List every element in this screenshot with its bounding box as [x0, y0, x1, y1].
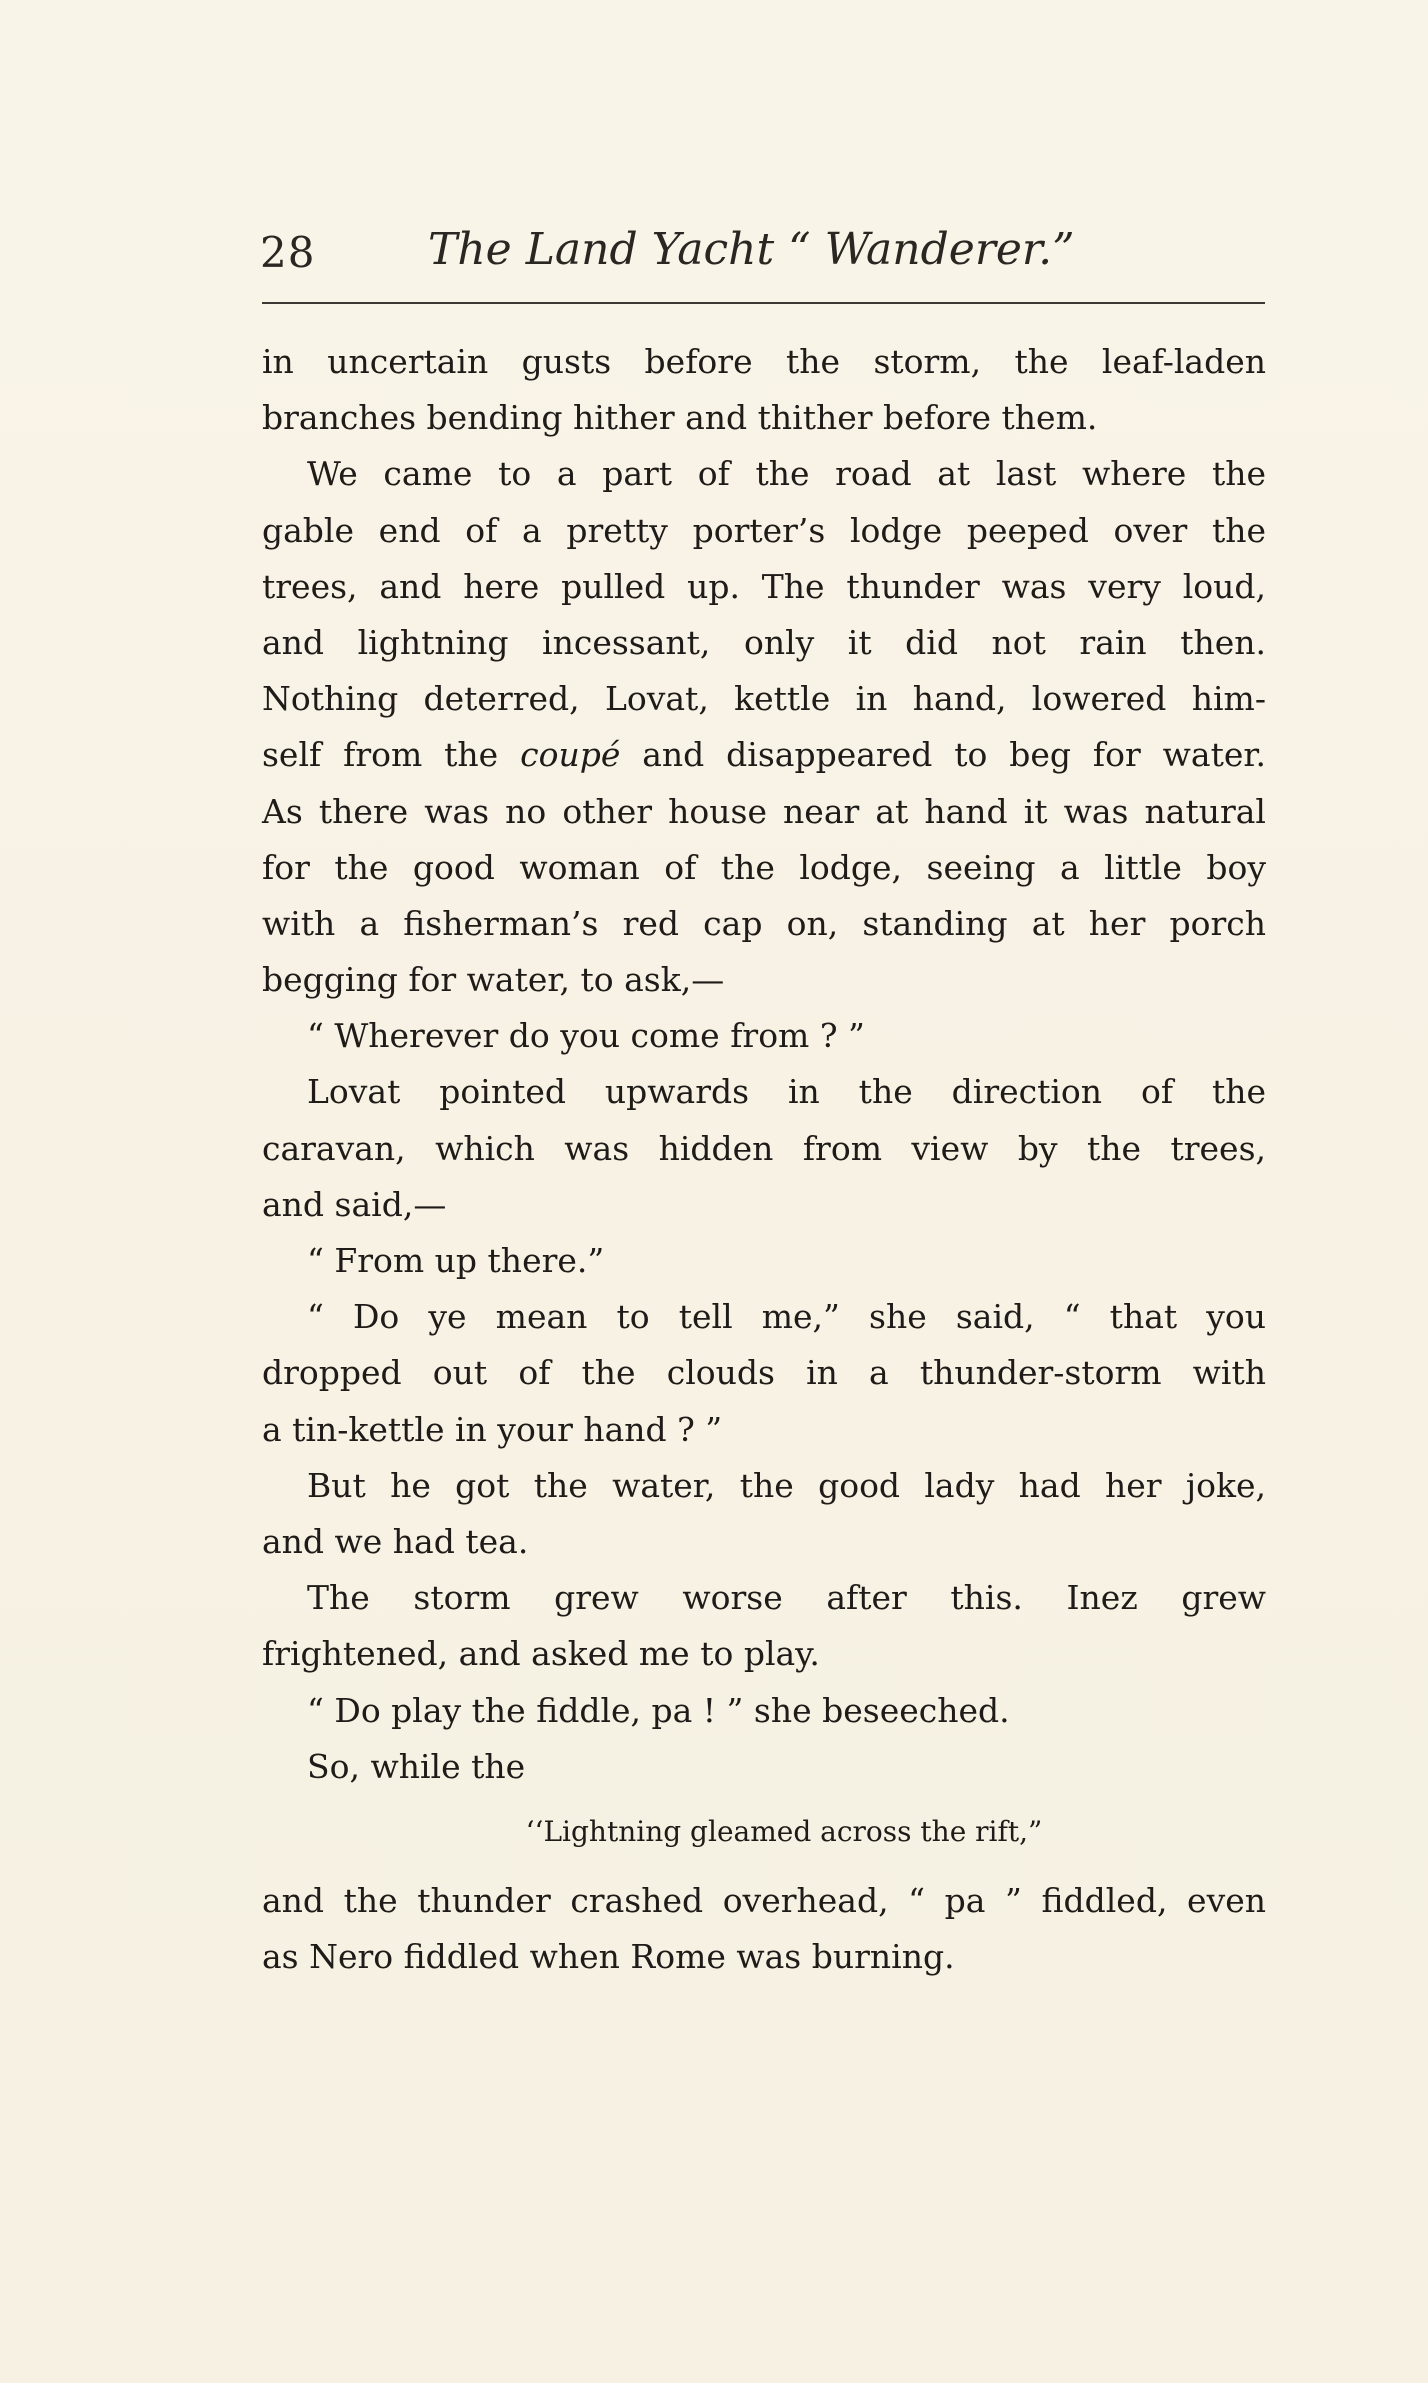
- text-line: As there was no other house near at hand it was natural: [262, 791, 1266, 831]
- text-segment: and disappeared to beg for water.: [642, 735, 1266, 775]
- text-line: and the thunder crashed overhead, “ pa ” fiddled, even: [262, 1880, 1266, 1920]
- text-line: dropped out of the clouds in a thunder-storm with: [262, 1353, 1266, 1393]
- text-line: a tin-kettle in your hand ? ”: [262, 1409, 723, 1449]
- text-line: gable end of a pretty porter’s lodge peeped over the: [262, 510, 1266, 550]
- text-line: So, while the: [307, 1746, 526, 1786]
- text-line: caravan, which was hidden from view by the trees,: [262, 1128, 1266, 1168]
- text-line: with a fisherman’s red cap on, standing at her porch: [262, 903, 1266, 943]
- dialogue-line: “ Do play the fiddle, pa ! ” she beseeched.: [307, 1690, 1010, 1730]
- text-line: Lovat pointed upwards in the direction of the: [307, 1072, 1266, 1112]
- verse-quotation: ‘‘Lightning gleamed across the rift,”: [525, 1814, 1043, 1848]
- text-line: frightened, and asked me to play.: [262, 1634, 820, 1674]
- text-line: The storm grew worse after this. Inez grew: [307, 1578, 1266, 1618]
- text-line: But he got the water, the good lady had her joke,: [307, 1465, 1266, 1505]
- dialogue-line: “ Do ye mean to tell me,” she said, “ that you: [307, 1297, 1266, 1337]
- text-line: and said,—: [262, 1184, 447, 1224]
- text-line: branches bending hither and thither before them.: [262, 398, 1098, 438]
- text-line: in uncertain gusts before the storm, the leaf-laden: [262, 342, 1266, 381]
- text-line: and we had tea.: [262, 1521, 529, 1561]
- body-text: [262, 334, 1266, 1985]
- header-rule: [262, 302, 1265, 304]
- text-line: Nothing deterred, Lovat, kettle in hand, lowered him-: [262, 679, 1266, 719]
- page-header: [260, 222, 1265, 292]
- text-line: trees, and here pulled up. The thunder was very loud,: [262, 566, 1266, 606]
- text-line: as Nero fiddled when Rome was burning.: [262, 1937, 955, 1977]
- text-segment: self from the: [262, 735, 499, 775]
- dialogue-line: “ Wherever do you come from ? ”: [307, 1016, 865, 1056]
- italic-word: coupé: [520, 735, 621, 775]
- running-title: The Land Yacht “ Wanderer.”: [428, 224, 1075, 275]
- text-line: begging for water, to ask,—: [262, 960, 725, 1000]
- text-line: for the good woman of the lodge, seeing a little boy: [262, 847, 1266, 887]
- text-line: We came to a part of the road at last where the: [307, 454, 1266, 494]
- page-number: 28: [260, 228, 316, 277]
- dialogue-line: “ From up there.”: [307, 1241, 605, 1280]
- text-line: and lightning incessant, only it did not rain then.: [262, 622, 1266, 662]
- text-line-with-italic: [262, 727, 1266, 783]
